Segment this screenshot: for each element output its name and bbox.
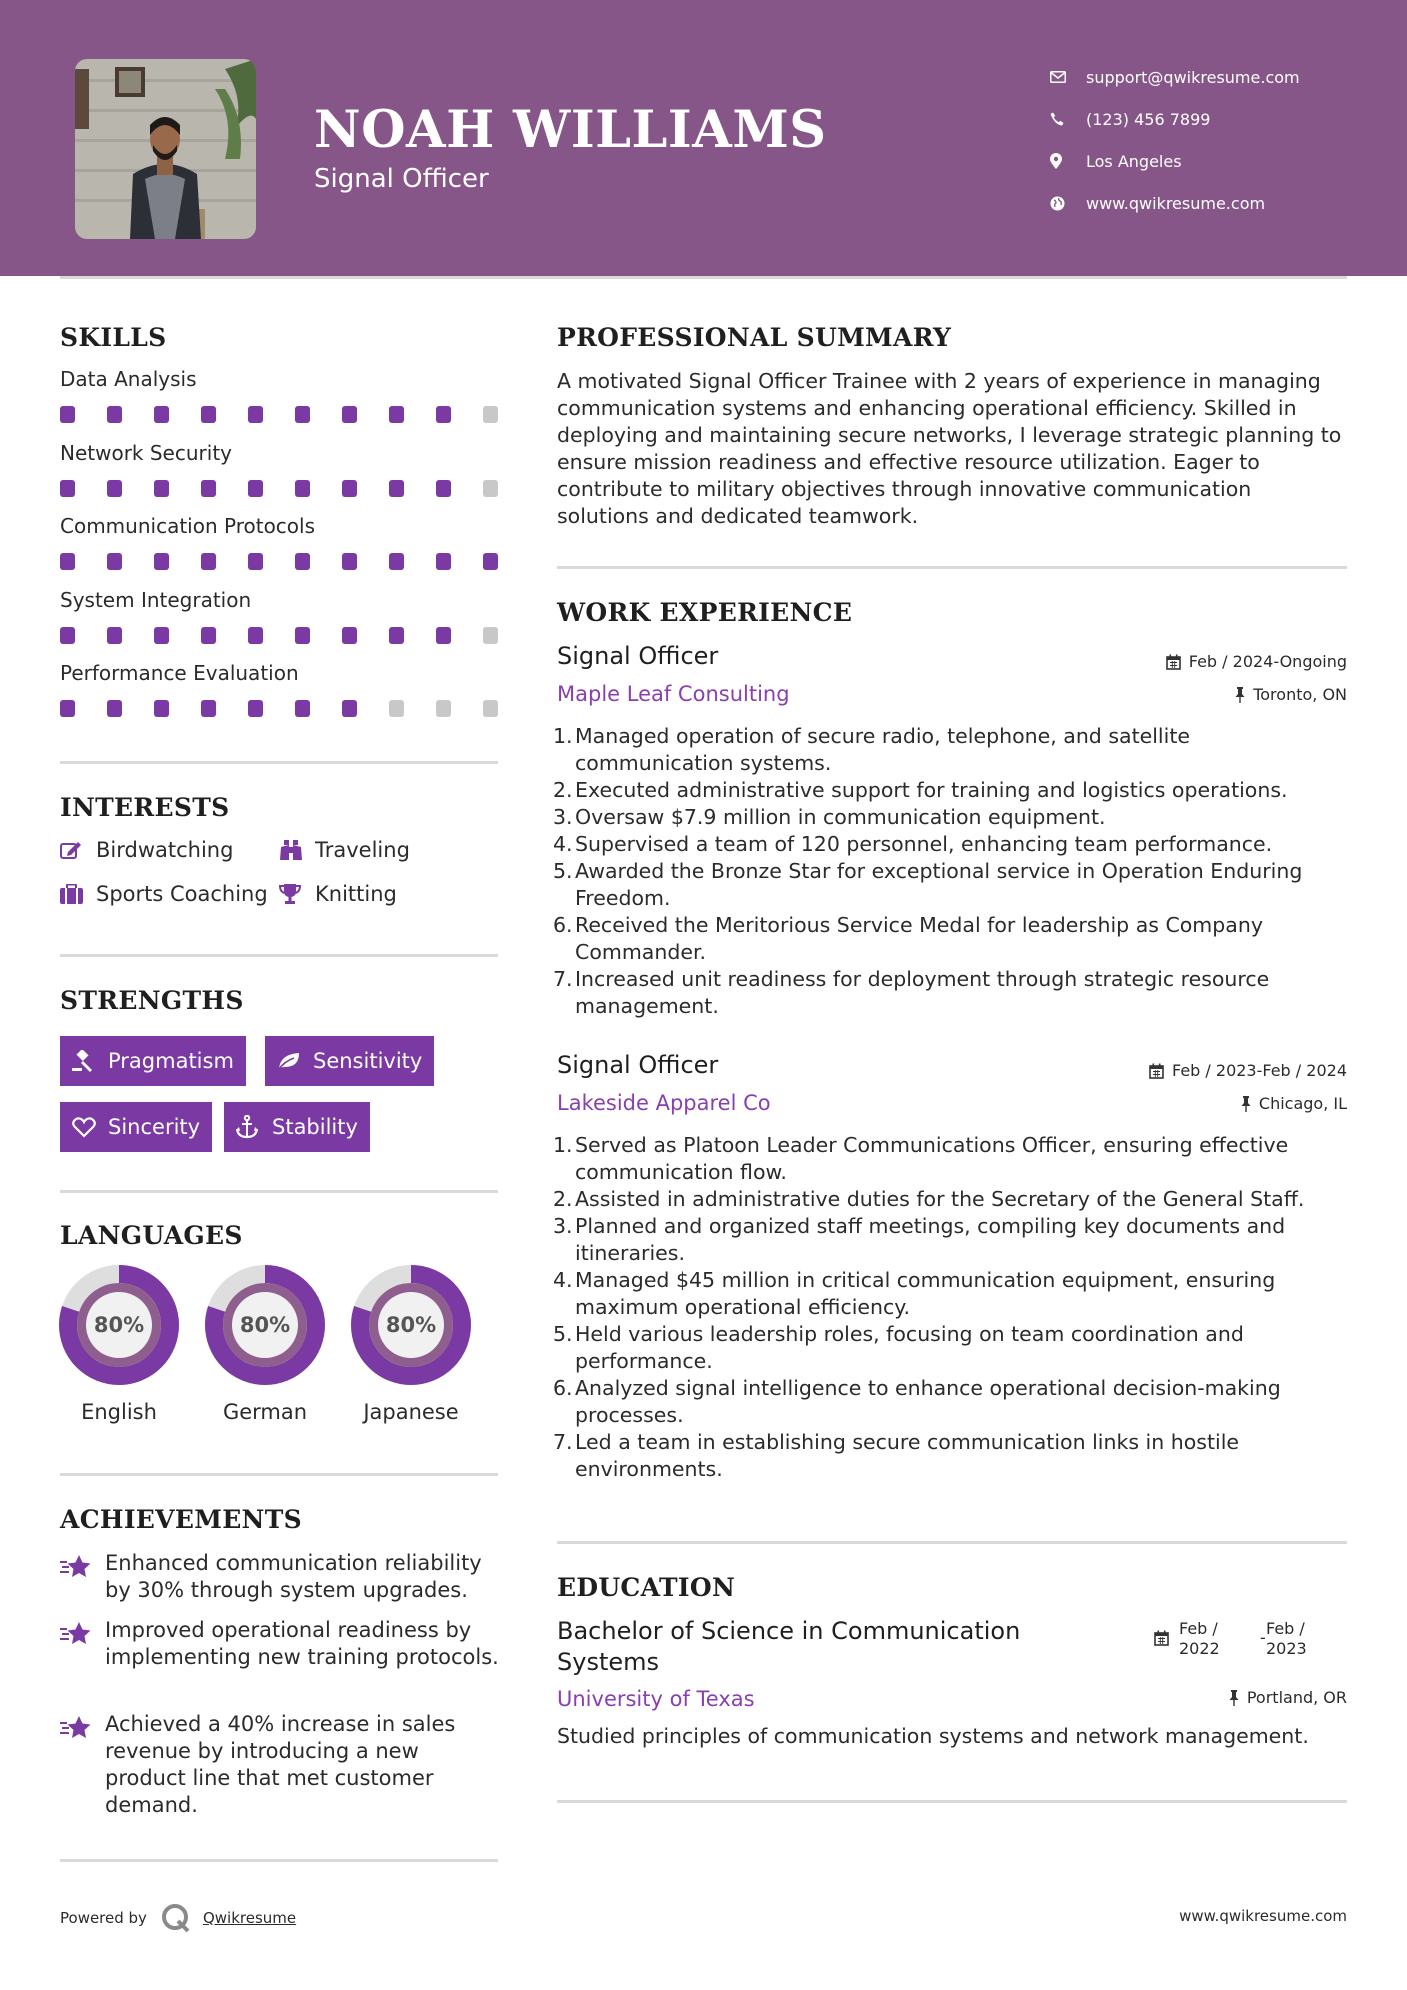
- rating-dot-filled: [248, 553, 263, 570]
- rating-dot-filled: [154, 700, 169, 717]
- phone-icon: [1050, 112, 1086, 126]
- job-bullet: 1. Managed operation of secure radio, telephone, and satellite communication systems.: [553, 724, 1190, 775]
- school-name: University of Texas: [557, 1687, 755, 1711]
- skill-rating: [60, 406, 498, 423]
- skill-rating: [60, 553, 498, 570]
- achievement-text: Enhanced communication reliability by 30% through system upgrades.: [105, 1551, 482, 1602]
- rating-dot-empty: [483, 480, 498, 497]
- interest-item: [279, 882, 397, 906]
- rating-dot-filled: [60, 553, 75, 570]
- map-pin-icon: [1050, 153, 1086, 169]
- header-divider: [60, 276, 1347, 279]
- education-end-date: Feb / 2023: [1266, 1619, 1307, 1658]
- interests-heading: INTERESTS: [60, 793, 230, 822]
- rating-dot-filled: [201, 480, 216, 497]
- interest-label: Knitting: [315, 882, 397, 906]
- skill-name: Performance Evaluation: [60, 661, 299, 685]
- language-percent: 80%: [239, 1313, 291, 1337]
- strength-label: Stability: [272, 1115, 358, 1139]
- rating-dot-filled: [201, 700, 216, 717]
- rating-dot-filled: [107, 553, 122, 570]
- job-bullet: 6. Received the Meritorious Service Medal for leadership as Company Commander.: [553, 913, 1263, 964]
- rating-dot-filled: [107, 480, 122, 497]
- job-bullet: 5. Awarded the Bronze Star for exceptional service in Operation Enduring Freedom.: [553, 859, 1303, 910]
- job-bullets: [553, 1132, 1347, 1483]
- rating-dot-filled: [389, 627, 404, 644]
- skill-name: Network Security: [60, 440, 232, 465]
- education-location: [1229, 1688, 1347, 1707]
- degree-line: Bachelor of Science in Communication: [557, 1617, 1021, 1645]
- rating-dot-empty: [483, 406, 498, 423]
- strengths-heading: STRENGTHS: [60, 986, 244, 1015]
- briefcase-icon: [60, 884, 96, 904]
- rating-dot-empty: [483, 627, 498, 644]
- job-title: Signal Officer: [557, 1051, 719, 1079]
- company-name: Lakeside Apparel Co: [557, 1091, 771, 1115]
- job-bullet: 4. Managed $45 million in critical communication equipment, ensuring maximum operational efficiency.: [553, 1268, 1276, 1319]
- rating-dot-empty: [389, 700, 404, 717]
- candidate-name: NOAH WILLIAMS: [314, 100, 827, 160]
- star-list-icon: [60, 1550, 105, 1604]
- achievement-item: [60, 1711, 500, 1819]
- interest-label: Sports Coaching: [96, 882, 268, 906]
- rating-dot-filled: [60, 627, 75, 644]
- job-dates-text: Feb / 2024-Ongoing: [1188, 652, 1347, 671]
- rating-dot-filled: [342, 480, 357, 497]
- rating-dot-filled: [154, 627, 169, 644]
- globe-icon: [1050, 196, 1086, 211]
- contact-phone[interactable]: [1050, 98, 1300, 140]
- company-name: Maple Leaf Consulting: [557, 682, 790, 706]
- language-name: Japanese: [363, 1400, 459, 1424]
- rating-dot-filled: [295, 627, 310, 644]
- achievement-item: [60, 1550, 500, 1604]
- calendar-icon: [1149, 1063, 1164, 1079]
- rating-dot-filled: [295, 553, 310, 570]
- rating-dot-filled: [295, 480, 310, 497]
- rating-dot-filled: [107, 627, 122, 644]
- language-percent: 80%: [93, 1313, 145, 1337]
- education-divider: [557, 1800, 1347, 1803]
- interest-label: Birdwatching: [96, 838, 234, 862]
- education-date-separator: -: [1260, 1628, 1266, 1647]
- language-percent: 80%: [385, 1313, 437, 1337]
- rating-dot-filled: [201, 553, 216, 570]
- contact-website-text: www.qwikresume.com: [1086, 193, 1266, 213]
- education-location-text: Portland, OR: [1246, 1688, 1347, 1707]
- powered-by-label: Powered by: [60, 1909, 147, 1927]
- languages-divider: [60, 1473, 498, 1476]
- pushpin-icon: [1229, 1690, 1239, 1706]
- rating-dot-filled: [436, 627, 451, 644]
- rating-dot-filled: [342, 627, 357, 644]
- job-bullet: 6. Analyzed signal intelligence to enhance operational decision-making processes.: [553, 1376, 1281, 1427]
- job-bullet: 7. Increased unit readiness for deployment through strategic resource management.: [553, 967, 1270, 1018]
- rating-dot-filled: [248, 480, 263, 497]
- contact-location: [1050, 140, 1300, 182]
- strength-label: Sensitivity: [313, 1049, 423, 1073]
- qwikresume-logo-icon: [161, 1903, 191, 1933]
- degree-line: Systems: [557, 1648, 659, 1676]
- interest-item: [279, 838, 410, 862]
- qwikresume-link[interactable]: Qwikresume: [202, 1909, 297, 1927]
- strength-label: Pragmatism: [108, 1049, 234, 1073]
- skill-name: Communication Protocols: [60, 514, 316, 538]
- job-bullet: 1. Served as Platoon Leader Communications Officer, ensuring effective communication flow.: [553, 1133, 1289, 1184]
- job-bullet: 4. Supervised a team of 120 personnel, enhancing team performance.: [553, 832, 1273, 856]
- work-heading: WORK EXPERIENCE: [557, 598, 853, 627]
- skill-rating: [60, 700, 498, 717]
- achievement-text: Achieved a 40% increase in sales revenue by introducing a new product line that met customer demand.: [105, 1712, 456, 1817]
- contact-email-text: support@qwikresume.com: [1086, 67, 1300, 87]
- rating-dot-filled: [389, 406, 404, 423]
- skill-rating: [60, 480, 498, 497]
- contact-location-text: Los Angeles: [1086, 151, 1182, 171]
- languages-heading: LANGUAGES: [60, 1221, 243, 1250]
- pencil-square-icon: [60, 840, 96, 860]
- rating-dot-filled: [154, 553, 169, 570]
- job-location-text: Toronto, ON: [1253, 685, 1347, 704]
- language-item: [58, 1264, 180, 1424]
- job-location: [1235, 685, 1347, 704]
- rating-dot-filled: [201, 406, 216, 423]
- skill-rating: [60, 627, 498, 644]
- summary-text: A motivated Signal Officer Trainee with 2 years of experience in managing communication systems and enhancing operational efficiency. Skilled in deploying and maintaining secure networks, I leverage strategic planning to ensure mission readiness and effective resource utilization. Eager to contribute to military objectives through innovative communication solutions and dedicated teamwork.: [557, 369, 1342, 528]
- strength-label: Sincerity: [108, 1115, 201, 1139]
- rating-dot-empty: [436, 700, 451, 717]
- binoculars-icon: [279, 839, 315, 861]
- language-item: [204, 1264, 326, 1424]
- job-dates-text: Feb / 2023-Feb / 2024: [1172, 1061, 1347, 1080]
- rating-dot-filled: [60, 700, 75, 717]
- star-list-icon: [60, 1711, 105, 1819]
- contact-info: [1050, 56, 1300, 224]
- achievements-heading: ACHIEVEMENTS: [60, 1505, 302, 1534]
- rating-dot-filled: [248, 406, 263, 423]
- skill-name: System Integration: [60, 587, 252, 612]
- job-location: [1241, 1094, 1347, 1113]
- leaf-icon: [277, 1051, 313, 1071]
- rating-dot-filled: [154, 406, 169, 423]
- gavel-icon: [72, 1050, 108, 1072]
- rating-dot-filled: [483, 553, 498, 570]
- contact-email[interactable]: [1050, 56, 1300, 98]
- achievements-divider: [60, 1859, 498, 1862]
- rating-dot-filled: [60, 480, 75, 497]
- achievement-text: Improved operational readiness by implementing new training protocols.: [105, 1618, 499, 1669]
- rating-dot-filled: [107, 406, 122, 423]
- job-bullet: 3. Planned and organized staff meetings, compiling key documents and itineraries.: [553, 1214, 1286, 1265]
- job-bullet: 2. Executed administrative support for training and logistics operations.: [553, 778, 1288, 802]
- job-bullet: 3. Oversaw $7.9 million in communication equipment.: [553, 805, 1106, 829]
- job-bullets: [553, 723, 1347, 1020]
- contact-phone-text: (123) 456 7899: [1086, 109, 1211, 129]
- pushpin-icon: [1241, 1096, 1251, 1112]
- skill-name: Data Analysis: [60, 367, 197, 391]
- rating-dot-filled: [248, 700, 263, 717]
- footer-powered-by: [60, 1903, 296, 1933]
- strength-tag: [265, 1036, 434, 1086]
- rating-dot-filled: [295, 700, 310, 717]
- job-bullet: 7. Led a team in establishing secure communication links in hostile environments.: [553, 1430, 1239, 1481]
- interest-item: [60, 882, 268, 906]
- job-dates: [1166, 652, 1347, 671]
- strength-tag: [60, 1102, 212, 1152]
- pushpin-icon: [1235, 687, 1245, 703]
- profile-photo: [75, 59, 256, 239]
- star-list-icon: [60, 1617, 105, 1671]
- work-divider: [557, 1541, 1347, 1544]
- resume-header: [0, 0, 1407, 276]
- interest-item: [60, 838, 233, 862]
- strength-tag: [224, 1102, 370, 1152]
- interest-label: Traveling: [315, 838, 410, 862]
- job-bullet: 2. Assisted in administrative duties for the Secretary of the General Staff.: [553, 1187, 1305, 1211]
- language-name: English: [81, 1400, 157, 1424]
- job-title: Signal Officer: [557, 642, 719, 670]
- calendar-icon: [1166, 654, 1181, 670]
- rating-dot-filled: [436, 406, 451, 423]
- rating-dot-filled: [389, 553, 404, 570]
- heart-icon: [72, 1117, 108, 1138]
- strength-tag: [60, 1036, 246, 1086]
- interests-divider: [60, 954, 498, 957]
- contact-website[interactable]: [1050, 182, 1300, 224]
- trophy-icon: [279, 883, 315, 905]
- candidate-title: Signal Officer: [314, 164, 489, 194]
- language-item: [350, 1264, 472, 1424]
- footer-website[interactable]: www.qwikresume.com: [1179, 1907, 1347, 1925]
- envelope-icon: [1050, 71, 1086, 83]
- calendar-icon: [1154, 1630, 1169, 1650]
- summary-divider: [557, 566, 1347, 569]
- skills-divider: [60, 761, 498, 764]
- education-heading: EDUCATION: [557, 1573, 736, 1602]
- rating-dot-filled: [295, 406, 310, 423]
- rating-dot-filled: [436, 553, 451, 570]
- education-start-date: Feb / 2022: [1179, 1619, 1220, 1658]
- rating-dot-empty: [483, 700, 498, 717]
- rating-dot-filled: [342, 406, 357, 423]
- rating-dot-filled: [342, 700, 357, 717]
- rating-dot-filled: [107, 700, 122, 717]
- language-name: German: [222, 1400, 308, 1424]
- education-description: Studied principles of communication systems and network management.: [557, 1724, 1309, 1748]
- rating-dot-filled: [248, 627, 263, 644]
- job-location-text: Chicago, IL: [1258, 1094, 1347, 1113]
- job-bullet: 5. Held various leadership roles, focusing on team coordination and performance.: [553, 1322, 1244, 1373]
- rating-dot-filled: [389, 480, 404, 497]
- job-dates: [1149, 1061, 1347, 1080]
- rating-dot-filled: [201, 627, 216, 644]
- rating-dot-filled: [60, 406, 75, 423]
- anchor-icon: [236, 1115, 272, 1139]
- rating-dot-filled: [436, 480, 451, 497]
- rating-dot-filled: [154, 480, 169, 497]
- summary-heading: PROFESSIONAL SUMMARY: [557, 323, 952, 352]
- skills-heading: SKILLS: [60, 323, 167, 352]
- strengths-divider: [60, 1190, 498, 1193]
- achievement-item: [60, 1617, 500, 1671]
- rating-dot-filled: [342, 553, 357, 570]
